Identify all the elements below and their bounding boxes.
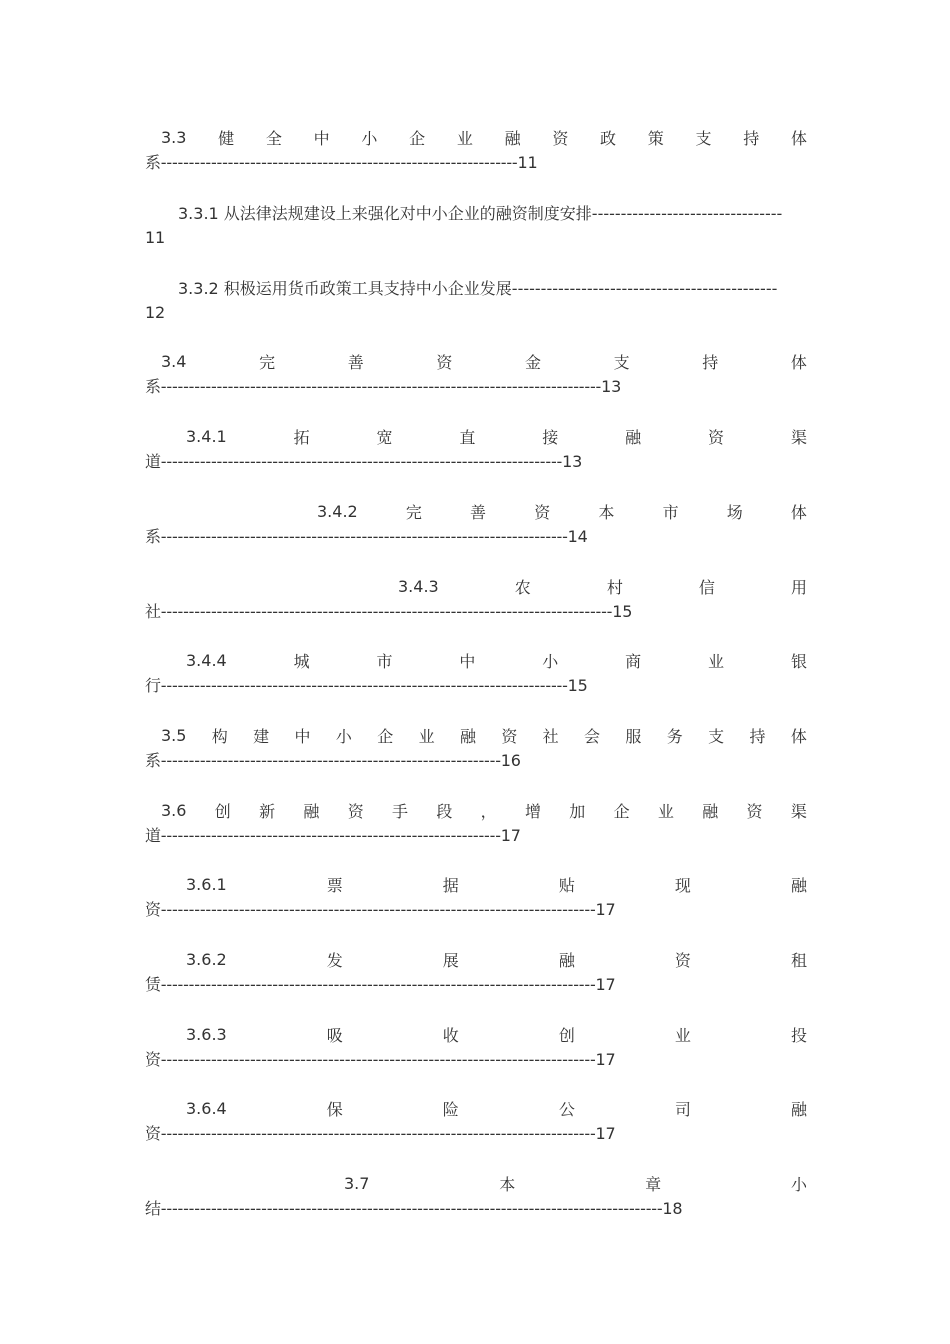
toc-entry-leader-page: 11 [145,228,165,247]
toc-entry-title-char: 新 [259,802,276,821]
toc-entry-title-char: 小 [790,1175,807,1194]
toc-entry-title-char: 渠 [790,428,807,447]
toc-entry[interactable] [145,723,807,773]
toc-entry-leader-page: 道-------------------------------------------------------------17 [145,826,521,845]
toc-entry-title-char: 健 [218,129,235,148]
toc-entry-leader-page: 赁------------------------------------------------------------------------------17 [145,975,616,994]
toc-entry-title-char: 资 [746,802,763,821]
toc-entry-title-char: 构 [211,727,228,746]
toc-entry-title-char: 业 [418,727,435,746]
toc-entry-title-char: 票 [326,876,343,895]
toc-entry-number: 3.6.4 [186,1099,227,1118]
toc-entry-number: 3.4.2 [317,502,358,521]
toc-entry-title-char: 投 [790,1026,807,1045]
toc-entry-title-char: 业 [708,652,725,671]
toc-entry-title-char: 现 [674,876,691,895]
toc-entry-title-char: 完 [405,503,422,522]
toc-entry-number: 3.4.3 [398,577,439,596]
toc-entry-heading [145,499,807,524]
toc-entry-title-char: 手 [392,802,409,821]
toc-entry[interactable] [145,1171,807,1221]
toc-entry-title-char: 公 [558,1100,575,1119]
toc-entry-title-char: 拓 [293,428,310,447]
toc-entry-heading [145,200,807,225]
toc-entry-title-char: 融 [702,802,719,821]
toc-entry-leader-page: 社---------------------------------------------------------------------------------15 [145,602,633,621]
toc-entry[interactable] [145,125,807,175]
toc-entry[interactable] [145,349,807,399]
toc-entry-heading [145,648,807,673]
toc-entry-leader-page: 系-------------------------------------------------------------------------------13 [145,377,622,396]
toc-entry-leader-page: 资------------------------------------------------------------------------------17 [145,1050,616,1069]
toc-entry-title-char: 渠 [790,802,807,821]
toc-entry-title-char: 社 [542,727,559,746]
toc-entry-heading [145,349,807,374]
toc-entry-number: 3.3.1 从法律法规建设上来强化对中小企业的融资制度安排--------------------------------- [178,204,783,223]
toc-entry[interactable] [145,1022,807,1072]
toc-entry-title-char: 融 [625,428,642,447]
toc-entry-title-char: 用 [790,578,807,597]
toc-entry-title-char: 中 [459,652,476,671]
toc-entry-title-char: 建 [253,727,270,746]
toc-entry-title-char: 融 [790,1100,807,1119]
toc-entry-title-char: 体 [790,353,807,372]
toc-entry-title-char: 融 [790,876,807,895]
toc-entry[interactable] [145,947,807,997]
toc-entry-heading [145,947,807,972]
toc-entry-title-char: 金 [525,353,542,372]
toc-entry-title-char: 善 [470,503,487,522]
toc-entry-title-char: 直 [459,428,476,447]
toc-entry-number: 3.4.4 [186,651,227,670]
toc-entry-leader-page: 道------------------------------------------------------------------------13 [145,452,583,471]
toc-entry-number: 3.4.1 [186,427,227,446]
toc-entry-title-char: 资 [501,727,518,746]
toc-entry-title-char: 小 [335,727,352,746]
toc-entry-title-char: 银 [790,652,807,671]
toc-entry-title-char: 资 [436,353,453,372]
toc-entry-heading [145,275,807,300]
toc-entry-number: 3.3.2 积极运用货币政策工具支持中小企业发展---------------------------------------------- [178,279,778,298]
toc-entry-title-char: 增 [524,802,541,821]
toc-entry-title-char: 全 [265,129,282,148]
toc-entry-title-char: 持 [702,353,719,372]
toc-entry-title-char: 本 [499,1175,516,1194]
toc-entry-title-char: 支 [613,353,630,372]
toc-entry[interactable] [145,574,807,624]
toc-entry-title-char: 收 [442,1026,459,1045]
toc-entry-title-char: 章 [645,1175,662,1194]
toc-entry-title-char: 市 [376,652,393,671]
toc-entry-title-char: 中 [294,727,311,746]
toc-entry-title-char: 善 [347,353,364,372]
toc-entry-title-char: 展 [442,951,459,970]
toc-entry-leader-page: 结------------------------------------------------------------------------------------------18 [145,1199,683,1218]
toc-entry-heading [145,1171,807,1196]
toc-entry-title-char: 村 [606,578,623,597]
toc-entry-leader-page: 系----------------------------------------------------------------11 [145,153,538,172]
toc-entry-title-char: 业 [674,1026,691,1045]
toc-entry-leader-page: 系-------------------------------------------------------------------------14 [145,527,588,546]
toc-entry-number: 3.6.3 [186,1025,227,1044]
toc-entry-number: 3.7 [344,1174,370,1193]
toc-entry-title-char: 完 [259,353,276,372]
toc-entry-title-char: 融 [558,951,575,970]
toc-entry-leader-page: 行-------------------------------------------------------------------------15 [145,676,588,695]
toc-entry-title-char: 据 [442,876,459,895]
toc-entry-leader-page: 资------------------------------------------------------------------------------17 [145,1124,616,1143]
toc-entry-title-char: 贴 [558,876,575,895]
toc-entry-title-char: 体 [790,129,807,148]
toc-entry-leader-page: 资------------------------------------------------------------------------------17 [145,900,616,919]
toc-entry-title-char: 持 [749,727,766,746]
toc-entry-heading [145,872,807,897]
toc-entry-title-char: 资 [534,503,551,522]
toc-entry[interactable] [145,1096,807,1146]
toc-entry-title-char: 体 [790,503,807,522]
toc-entry-title-char: 信 [698,578,715,597]
toc-entry-title-char: 市 [662,503,679,522]
toc-entry-title-char: 企 [613,802,630,821]
toc-entry[interactable] [145,798,807,848]
toc-entry-number: 3.6 [161,801,187,820]
toc-entry-title-char: 场 [726,503,743,522]
toc-entry[interactable] [145,499,807,549]
toc-entry-title-char: 业 [657,802,674,821]
toc-entry-title-char: 加 [569,802,586,821]
toc-entry-title-char: 会 [584,727,601,746]
toc-entry-title-char: 融 [504,129,521,148]
toc-entry-title-char: 融 [303,802,320,821]
toc-entry[interactable] [145,424,807,474]
toc-entry-title-char: 政 [600,129,617,148]
toc-entry-title-char: 吸 [326,1026,343,1045]
toc-entry-title-char: 险 [442,1100,459,1119]
toc-entry-title-char: 保 [326,1100,343,1119]
toc-entry-title-char: 支 [708,727,725,746]
toc-entry-title-char: 商 [625,652,642,671]
toc-entry-title-char: 资 [674,951,691,970]
toc-entry[interactable] [145,200,807,250]
toc-entry-number: 3.5 [161,726,187,745]
toc-entry-heading [145,798,807,823]
toc-entry-leader-page: 系-------------------------------------------------------------16 [145,751,521,770]
toc-entry-title-char: 持 [743,129,760,148]
toc-entry-leader-page: 12 [145,303,165,322]
toc-entry-title-char: 务 [666,727,683,746]
toc-entry-title-char: 资 [347,802,364,821]
toc-entry-number: 3.6.2 [186,950,227,969]
toc-entry-title-char: 城 [293,652,310,671]
toc-entry-title-char: 接 [542,428,559,447]
toc-entry-title-char: 宽 [376,428,393,447]
toc-entry-number: 3.6.1 [186,875,227,894]
toc-entry-title-char: 融 [459,727,476,746]
toc-entry-title-char: 资 [552,129,569,148]
toc-entry-title-char: 发 [326,951,343,970]
toc-entry-title-char: 体 [790,727,807,746]
toc-entry-title-char: ， [480,802,497,821]
toc-entry-title-char: 农 [514,578,531,597]
toc-entry-title-char: 租 [790,951,807,970]
toc-entry-heading [145,1096,807,1121]
toc-entry-title-char: 企 [377,727,394,746]
toc-entry[interactable] [145,872,807,922]
toc-entry-title-char: 企 [409,129,426,148]
toc-entry-title-char: 本 [598,503,615,522]
toc-entry-title-char: 段 [436,802,453,821]
toc-entry-heading [145,424,807,449]
toc-entry-heading [145,723,807,748]
toc-entry-title-char: 策 [647,129,664,148]
toc-entry-title-char: 创 [214,802,231,821]
toc-entry-heading [145,1022,807,1047]
toc-entry[interactable] [145,275,807,325]
toc-entry-heading [145,125,807,150]
toc-entry-heading [145,574,807,599]
toc-entry-title-char: 小 [361,129,378,148]
toc-entry[interactable] [145,648,807,698]
toc-entry-title-char: 支 [695,129,712,148]
toc-entry-title-char: 司 [674,1100,691,1119]
toc-entry-title-char: 中 [313,129,330,148]
toc-entry-title-char: 创 [558,1026,575,1045]
toc-entry-number: 3.3 [161,128,187,147]
toc-entry-title-char: 小 [542,652,559,671]
toc-entry-title-char: 资 [708,428,725,447]
toc-entry-title-char: 业 [456,129,473,148]
toc-entry-number: 3.4 [161,352,187,371]
toc-entry-title-char: 服 [625,727,642,746]
